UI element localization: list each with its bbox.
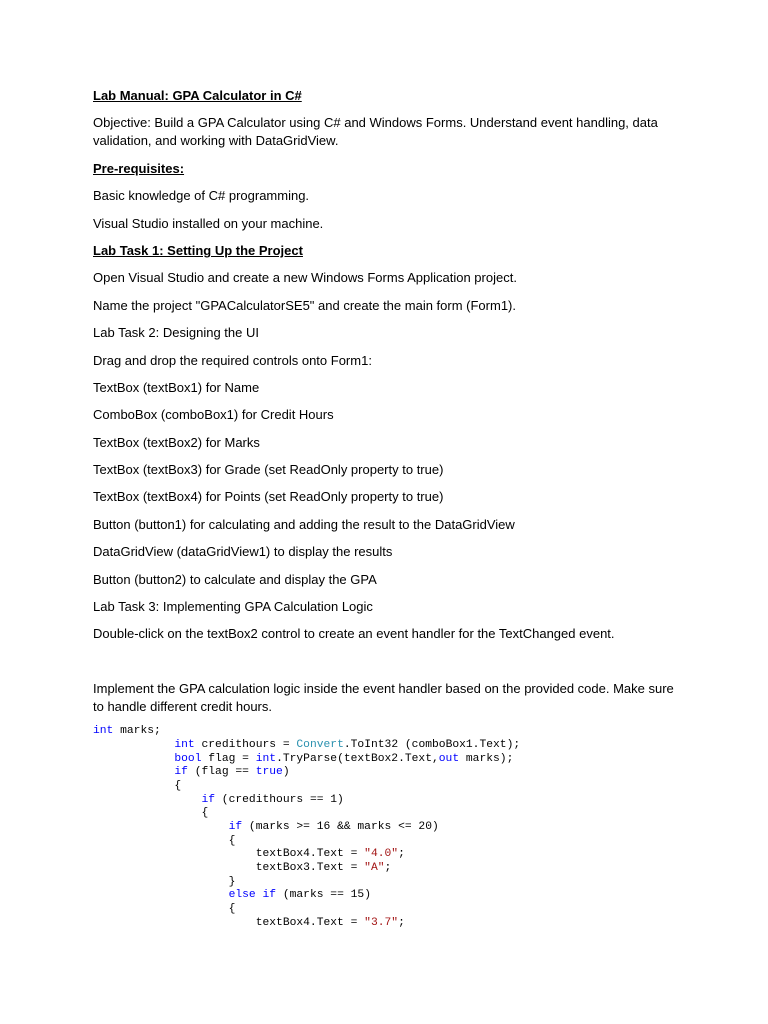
code-keyword: else if (228, 889, 277, 902)
code-line (93, 848, 683, 862)
code-keyword: if (228, 821, 243, 834)
task1-heading: Lab Task 1: Setting Up the Project (93, 242, 303, 258)
code-line (93, 739, 683, 753)
code-line (93, 821, 683, 835)
code-indent (93, 766, 174, 778)
code-line (93, 889, 683, 903)
control-item: ComboBox (comboBox1) for Credit Hours (93, 407, 334, 423)
document-page (93, 87, 683, 931)
objective-paragraph: Objective: Build a GPA Calculator using C# and Windows Forms. Understand event handling, data validation, and working with DataGridView. (93, 115, 658, 149)
code-keyword: if (201, 793, 216, 806)
code-line (93, 794, 683, 808)
code-type: Convert (296, 738, 344, 751)
code-indent (93, 753, 174, 765)
control-item: Button (button2) to calculate and display the GPA (93, 571, 377, 587)
code-text: (marks == 15) (276, 889, 371, 902)
code-block (93, 725, 683, 930)
control-item: TextBox (textBox3) for Grade (set ReadOnly property to true) (93, 462, 444, 478)
code-keyword: bool (174, 752, 202, 765)
prerequisite-item: Visual Studio installed on your machine. (93, 215, 324, 231)
code-line (93, 766, 683, 780)
code-text: ; (398, 916, 405, 929)
task3-heading: Lab Task 3: Implementing GPA Calculation Logic (93, 599, 373, 615)
code-text: ; (398, 848, 405, 861)
spacer (93, 653, 683, 680)
document-title: Lab Manual: GPA Calculator in C# (93, 88, 302, 103)
code-line (93, 725, 683, 739)
code-text: flag = (201, 752, 256, 765)
code-text: ) (282, 766, 290, 779)
prerequisite-item: Basic knowledge of C# programming. (93, 188, 310, 204)
control-item: DataGridView (dataGridView1) to display the results (93, 544, 393, 560)
code-line: { (93, 834, 236, 847)
task3-step: Double-click on the textBox2 control to create an event handler for the TextChanged event. (93, 626, 615, 642)
code-text: textBox3.Text = (93, 862, 365, 875)
prerequisites-heading: Pre-requisites: (93, 160, 185, 176)
code-line: } (93, 875, 236, 888)
code-line (93, 862, 683, 876)
code-keyword: int (255, 752, 277, 765)
code-text: .TryParse(textBox2.Text, (276, 752, 439, 765)
code-text: (marks >= 16 && marks <= 20) (242, 821, 439, 834)
code-string: "3.7" (364, 916, 399, 929)
code-keyword: true (255, 766, 283, 779)
control-item: Button (button1) for calculating and adding the result to the DataGridView (93, 516, 515, 532)
control-item: TextBox (textBox2) for Marks (93, 434, 260, 450)
code-text: (credithours == 1) (215, 793, 344, 806)
code-line (93, 917, 683, 931)
task1-step: Open Visual Studio and create a new Windows Forms Application project. (93, 270, 517, 286)
code-string: "A" (364, 862, 385, 875)
code-line: { (93, 779, 182, 792)
code-text: textBox4.Text = (93, 848, 365, 861)
code-line: { (93, 807, 209, 820)
code-string: "4.0" (364, 848, 399, 861)
task1-step: Name the project "GPACalculatorSE5" and create the main form (Form1). (93, 297, 516, 313)
code-text: textBox4.Text = (93, 916, 365, 929)
code-text: ; (384, 862, 392, 875)
code-text: (flag == (187, 766, 256, 779)
code-keyword: if (174, 766, 188, 779)
code-indent (93, 889, 229, 901)
code-text: marks; (113, 725, 161, 738)
code-text: marks); (459, 752, 514, 765)
code-line (93, 753, 683, 767)
task3-step: Implement the GPA calculation logic inside the event handler based on the provided code. Make sure to handle different credit hours. (93, 680, 674, 714)
control-item: TextBox (textBox1) for Name (93, 379, 260, 395)
code-line: { (93, 903, 236, 916)
control-item: TextBox (textBox4) for Points (set ReadOnly property to true) (93, 489, 444, 505)
task2-intro: Drag and drop the required controls onto Form1: (93, 352, 372, 368)
code-indent (93, 794, 201, 806)
code-indent (93, 821, 229, 833)
code-keyword: int (174, 738, 195, 751)
code-indent (93, 739, 174, 751)
code-text: .ToInt32 (comboBox1.Text); (343, 738, 521, 751)
code-keyword: out (438, 752, 460, 765)
code-text: credithours = (194, 738, 297, 751)
task2-heading: Lab Task 2: Designing the UI (93, 325, 259, 341)
code-keyword: int (93, 725, 114, 738)
